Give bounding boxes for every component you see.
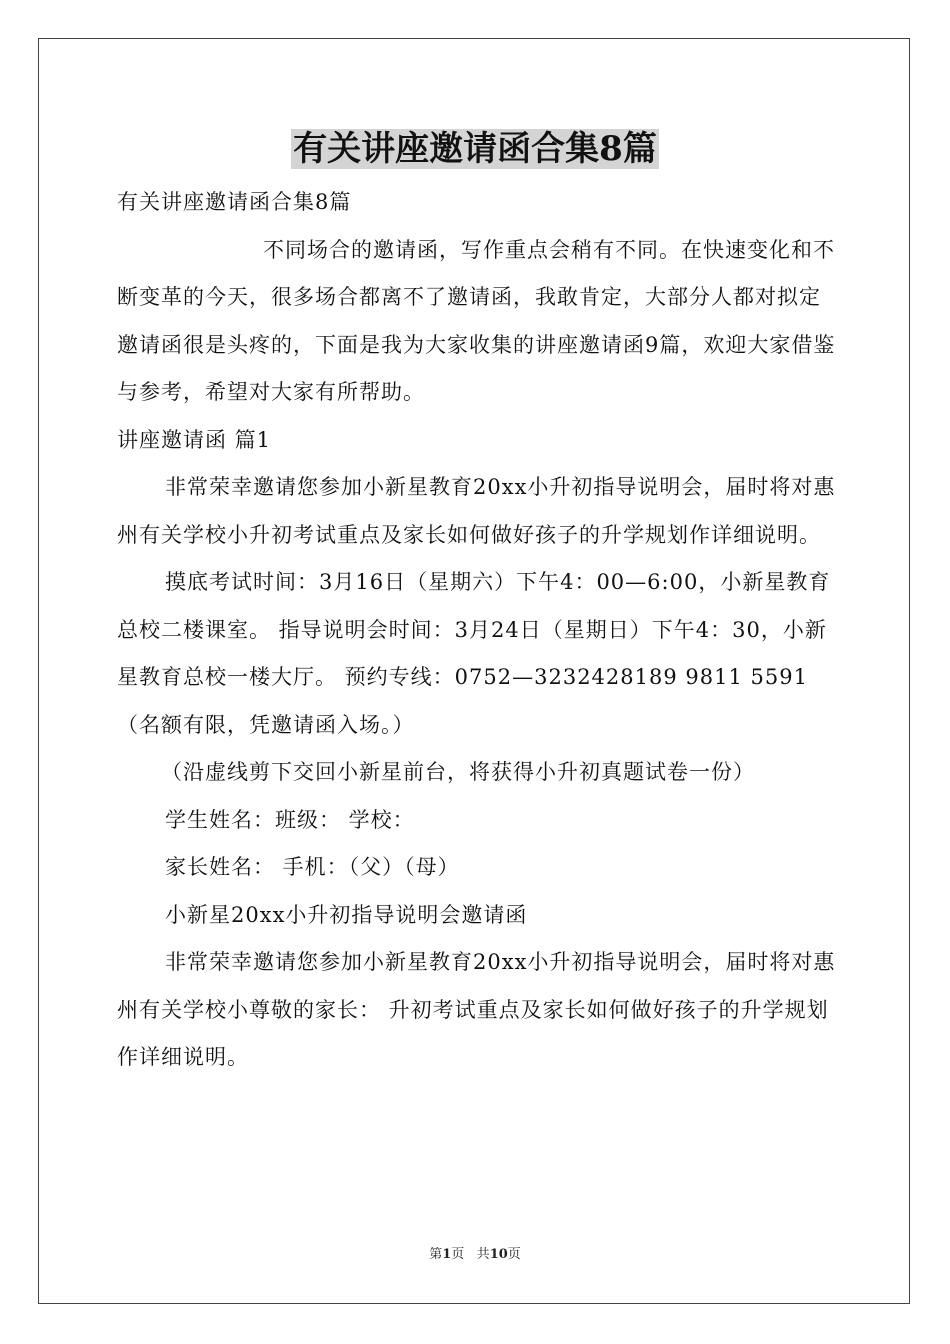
total-prefix: 共 — [476, 1247, 490, 1262]
cutout-note: （沿虚线剪下交回小新星前台，将获得小升初真题试卷一份） — [161, 760, 755, 784]
subtitle-paragraph: 有关讲座邀请函合集8篇 — [117, 190, 352, 214]
document-title — [0, 124, 950, 174]
parent-form-line: 家长姓名： 手机：（父）（母） — [165, 855, 460, 879]
schedule-paragraph: 摸底考试时间：3月16日（星期六）下午4：00—6:00，小新星教育总校二楼课室。 指导说明会时间：3月24日（星期日）下午4：30，小新星教育总校一楼大厅。 预约专线：0752—3232428189 9811 5591 （名额有限，凭邀请函入场。） — [117, 570, 831, 737]
invitation-heading: 小新星20xx小升初指导说明会邀请函 — [165, 902, 528, 927]
section-heading: 讲座邀请函 篇1 — [117, 427, 272, 452]
page-unit: 页 — [451, 1247, 465, 1262]
page-current: 1 — [442, 1247, 452, 1262]
total-unit: 页 — [507, 1247, 521, 1262]
page-prefix: 第 — [429, 1247, 443, 1262]
page-total: 10 — [489, 1247, 508, 1262]
body-paragraph: 非常荣幸邀请您参加小新星教育20xx小升初指导说明会，届时将对惠州有关学校小升初考试重点及家长如何做好孩子的升学规划作详细说明。 — [117, 475, 836, 547]
body-paragraph: 非常荣幸邀请您参加小新星教育20xx小升初指导说明会，届时将对惠州有关学校小尊敬的家长： 升初考试重点及家长如何做好孩子的升学规划作详细说明。 — [117, 950, 836, 1069]
document-title-text: 有关讲座邀请函合集8篇 — [293, 129, 657, 169]
student-form-line: 学生姓名：班级： 学校： — [165, 807, 415, 832]
page-footer — [0, 1245, 950, 1265]
document-body — [117, 179, 839, 1082]
intro-paragraph: 不同场合的邀请函，写作重点会稍有不同。在快速变化和不断变革的今天，很多场合都离不了邀请函，我敢肯定，大部分人都对拟定邀请函很是头疼的，下面是我为大家收集的讲座邀请函9篇，欢迎大家借鉴与参考，希望对大家有所帮助。 — [117, 237, 836, 404]
